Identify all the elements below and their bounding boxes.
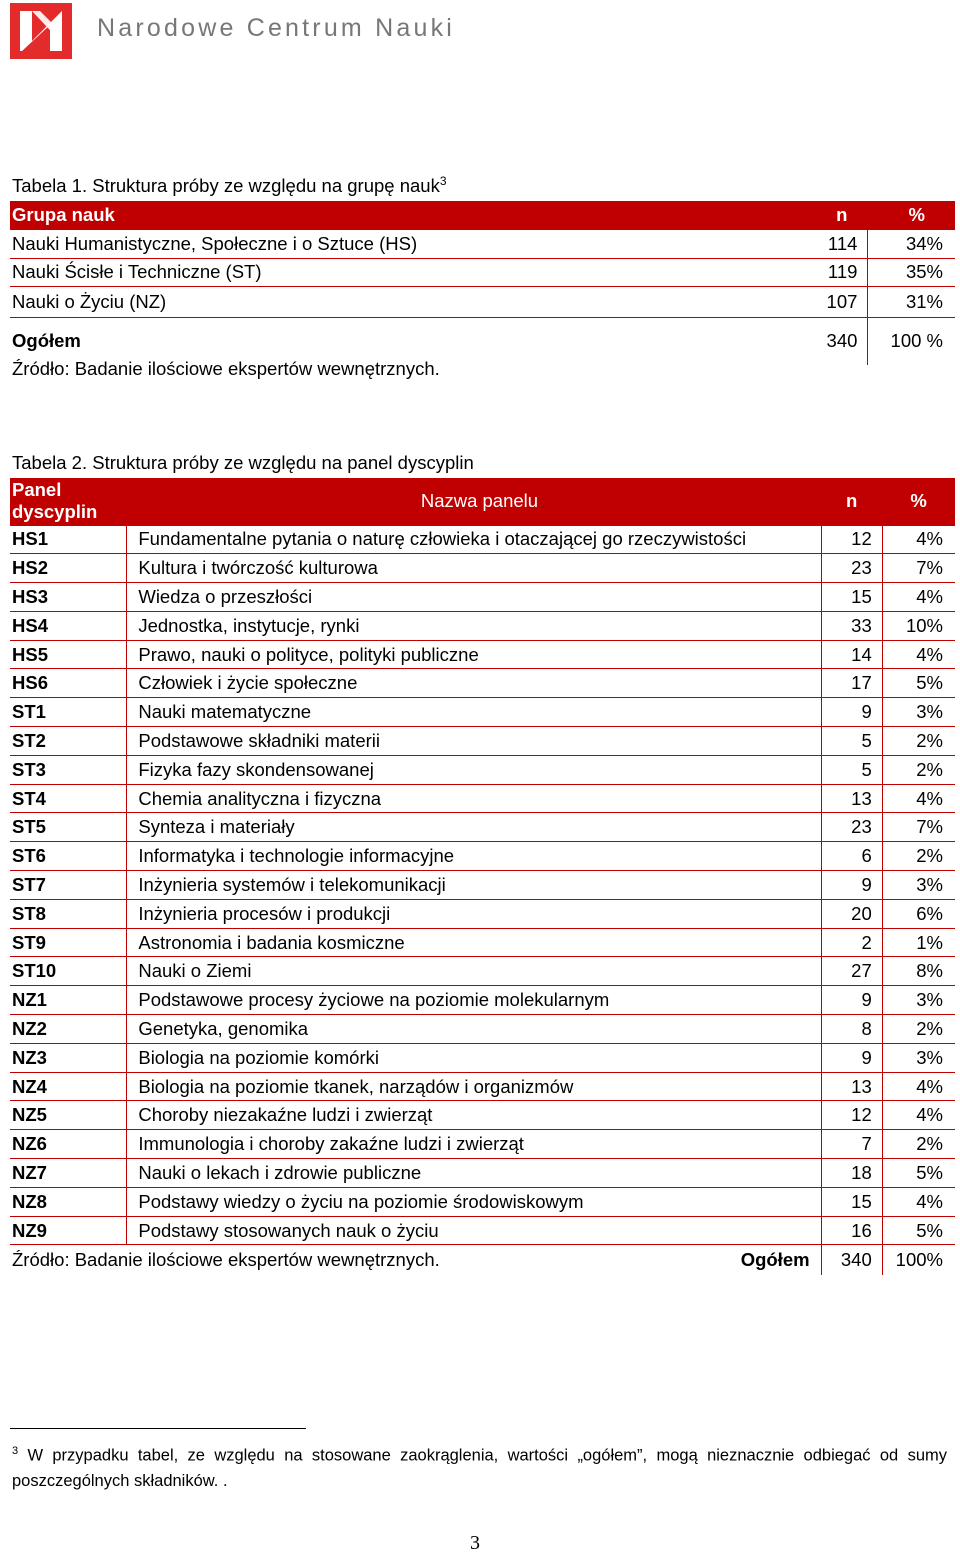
table1-caption: Tabela 1. Struktura próby ze względu na grupę nauk$^3$ — [12, 174, 447, 197]
table-sample-by-field — [10, 201, 955, 365]
panel-code: HS1 — [10, 525, 127, 554]
panel-n: 13 — [821, 784, 882, 813]
col-header-panel-name: Nazwa panelu — [127, 478, 821, 525]
panel-pct: 7% — [882, 813, 955, 842]
ncn-logo-icon — [10, 3, 72, 59]
panel-code: ST10 — [10, 957, 127, 986]
panel-pct: 2% — [882, 755, 955, 784]
panel-pct: 5% — [882, 1216, 955, 1245]
panel-code: ST5 — [10, 813, 127, 842]
panel-n: 17 — [821, 669, 882, 698]
panel-pct: 4% — [882, 525, 955, 554]
panel-code: HS4 — [10, 611, 127, 640]
panel-name: Immunologia i choroby zakaźne ludzi i zwierząt — [127, 1130, 821, 1159]
panel-n: 2 — [821, 928, 882, 957]
table-row — [10, 957, 955, 986]
panel-code: ST2 — [10, 727, 127, 756]
table1-source: Źródło: Badanie ilościowe ekspertów wewnętrznych. — [12, 358, 440, 379]
table-row: Nauki Humanistyczne, Społeczne i o Sztuce (HS) 114 34% — [10, 230, 955, 259]
panel-code: ST6 — [10, 842, 127, 871]
panel-n: 14 — [821, 640, 882, 669]
table-row: Nauki Ścisłe i Techniczne (ST) 119 35% — [10, 258, 955, 287]
col-header-pct: % — [882, 478, 955, 525]
panel-pct: 2% — [882, 1130, 955, 1159]
panel-n: 23 — [821, 813, 882, 842]
panel-pct: 5% — [882, 1159, 955, 1188]
panel-code: HS3 — [10, 583, 127, 612]
footnote: $^3$ W przypadku tabel, ze względu na stosowane zaokrąglenia, wartości „ogółem”, mogą nieznacznie odbiegać od sumy poszczególnych składników. . — [12, 1445, 947, 1490]
panel-n: 9 — [821, 1043, 882, 1072]
panel-code: NZ7 — [10, 1159, 127, 1188]
table-row — [10, 554, 955, 583]
panel-pct: 2% — [882, 727, 955, 756]
panel-pct: 4% — [882, 1072, 955, 1101]
panel-pct: 3% — [882, 871, 955, 900]
panel-name: Fizyka fazy skondensowanej — [127, 755, 821, 784]
panel-n: 20 — [821, 899, 882, 928]
panel-code: NZ6 — [10, 1130, 127, 1159]
panel-code: NZ9 — [10, 1216, 127, 1245]
panel-name: Chemia analityczna i fizyczna — [127, 784, 821, 813]
panel-name: Podstawy wiedzy o życiu na poziomie środowiskowym — [127, 1187, 821, 1216]
col-header-pct: % — [868, 201, 955, 230]
table-row — [10, 1072, 955, 1101]
panel-name: Informatyka i technologie informacyjne — [127, 842, 821, 871]
table2-source: Źródło: Badanie ilościowe ekspertów wewnętrznych. — [12, 1249, 440, 1270]
panel-n: 12 — [821, 525, 882, 554]
panel-n: 5 — [821, 727, 882, 756]
panel-name: Kultura i twórczość kulturowa — [127, 554, 821, 583]
panel-name: Nauki o Ziemi — [127, 957, 821, 986]
panel-n: 8 — [821, 1015, 882, 1044]
table-row — [10, 1159, 955, 1188]
table-header-row — [10, 201, 955, 230]
table-row — [10, 669, 955, 698]
panel-name: Podstawowe procesy życiowe na poziomie molekularnym — [127, 986, 821, 1015]
panel-pct: 1% — [882, 928, 955, 957]
panel-name: Astronomia i badania kosmiczne — [127, 928, 821, 957]
table-row — [10, 1216, 955, 1245]
table-row — [10, 899, 955, 928]
panel-pct: 4% — [882, 784, 955, 813]
table-row — [10, 1187, 955, 1216]
table-row — [10, 871, 955, 900]
panel-n: 16 — [821, 1216, 882, 1245]
panel-code: HS5 — [10, 640, 127, 669]
table-row — [10, 755, 955, 784]
panel-pct: 6% — [882, 899, 955, 928]
panel-n: 15 — [821, 583, 882, 612]
page-number: 3 — [470, 1532, 480, 1554]
panel-code: HS2 — [10, 554, 127, 583]
table-row — [10, 842, 955, 871]
panel-code: ST1 — [10, 698, 127, 727]
panel-code: NZ3 — [10, 1043, 127, 1072]
panel-code: ST3 — [10, 755, 127, 784]
panel-pct: 4% — [882, 583, 955, 612]
panel-name: Wiedza o przeszłości — [127, 583, 821, 612]
table-sample-by-panel — [10, 478, 955, 1275]
panel-pct: 7% — [882, 554, 955, 583]
panel-code: NZ5 — [10, 1101, 127, 1130]
table-row — [10, 583, 955, 612]
panel-pct: 2% — [882, 1015, 955, 1044]
panel-pct: 4% — [882, 1101, 955, 1130]
table-row — [10, 698, 955, 727]
panel-n: 12 — [821, 1101, 882, 1130]
panel-pct: 8% — [882, 957, 955, 986]
panel-code: ST4 — [10, 784, 127, 813]
table-row — [10, 1043, 955, 1072]
table-row — [10, 727, 955, 756]
panel-n: 18 — [821, 1159, 882, 1188]
col-header-n: n — [789, 201, 868, 230]
org-name: Narodowe Centrum Nauki — [97, 14, 456, 42]
table-row — [10, 1015, 955, 1044]
panel-n: 23 — [821, 554, 882, 583]
table-row — [10, 1130, 955, 1159]
panel-n: 9 — [821, 871, 882, 900]
table-row: Nauki o Życiu (NZ) 107 31% — [10, 287, 955, 318]
panel-code: NZ4 — [10, 1072, 127, 1101]
panel-name: Człowiek i życie społeczne — [127, 669, 821, 698]
panel-name: Fundamentalne pytania o naturę człowieka i otaczającej go rzeczywistości — [127, 525, 821, 554]
table-row — [10, 986, 955, 1015]
panel-code: ST7 — [10, 871, 127, 900]
panel-pct: 5% — [882, 669, 955, 698]
panel-pct: 3% — [882, 986, 955, 1015]
panel-name: Synteza i materiały — [127, 813, 821, 842]
table-header-row — [10, 478, 955, 525]
panel-name: Choroby niezakaźne ludzi i zwierząt — [127, 1101, 821, 1130]
panel-name: Biologia na poziomie komórki — [127, 1043, 821, 1072]
panel-name: Prawo, nauki o polityce, polityki publiczne — [127, 640, 821, 669]
panel-pct: 2% — [882, 842, 955, 871]
panel-code: ST9 — [10, 928, 127, 957]
panel-name: Nauki matematyczne — [127, 698, 821, 727]
table-total-row: Ogółem 340 100% — [10, 1245, 955, 1275]
panel-pct: 4% — [882, 1187, 955, 1216]
panel-n: 9 — [821, 986, 882, 1015]
panel-n: 7 — [821, 1130, 882, 1159]
col-header-panel: Panel dyscyplin — [10, 478, 127, 525]
panel-name: Inżynieria systemów i telekomunikacji — [127, 871, 821, 900]
panel-code: NZ8 — [10, 1187, 127, 1216]
panel-pct: 10% — [882, 611, 955, 640]
panel-n: 6 — [821, 842, 882, 871]
table-row — [10, 1101, 955, 1130]
panel-pct: 3% — [882, 1043, 955, 1072]
footnote-separator — [10, 1428, 306, 1429]
table-row — [10, 813, 955, 842]
col-header-field-group: Grupa nauk — [10, 201, 789, 230]
panel-code: ST8 — [10, 899, 127, 928]
panel-name: Inżynieria procesów i produkcji — [127, 899, 821, 928]
table-row — [10, 525, 955, 554]
panel-name: Podstawy stosowanych nauk o życiu — [127, 1216, 821, 1245]
panel-name: Jednostka, instytucje, rynki — [127, 611, 821, 640]
panel-pct: 4% — [882, 640, 955, 669]
table-row — [10, 611, 955, 640]
table-total-row: Ogółem 340 100 % — [10, 318, 955, 365]
panel-n: 15 — [821, 1187, 882, 1216]
panel-name: Podstawowe składniki materii — [127, 727, 821, 756]
table-row — [10, 928, 955, 957]
panel-name: Nauki o lekach i zdrowie publiczne — [127, 1159, 821, 1188]
panel-name: Biologia na poziomie tkanek, narządów i organizmów — [127, 1072, 821, 1101]
panel-pct: 3% — [882, 698, 955, 727]
panel-n: 27 — [821, 957, 882, 986]
table2-caption: Tabela 2. Struktura próby ze względu na panel dyscyplin — [12, 452, 474, 473]
table-row — [10, 784, 955, 813]
table-row — [10, 640, 955, 669]
panel-code: NZ2 — [10, 1015, 127, 1044]
panel-code: HS6 — [10, 669, 127, 698]
panel-code: NZ1 — [10, 986, 127, 1015]
panel-n: 5 — [821, 755, 882, 784]
col-header-n: n — [821, 478, 882, 525]
panel-n: 33 — [821, 611, 882, 640]
panel-n: 9 — [821, 698, 882, 727]
panel-name: Genetyka, genomika — [127, 1015, 821, 1044]
panel-n: 13 — [821, 1072, 882, 1101]
